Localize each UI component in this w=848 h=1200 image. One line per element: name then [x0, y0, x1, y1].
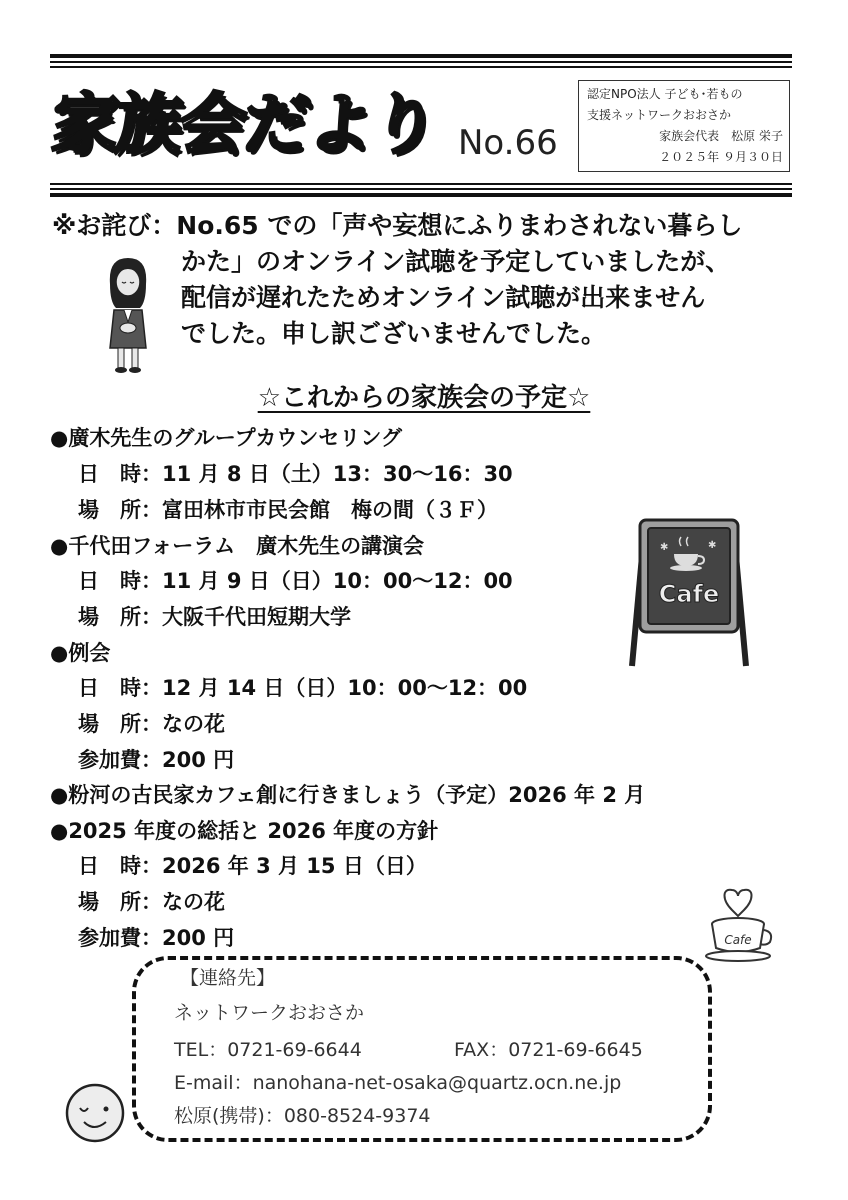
schedule-heading: [0, 382, 848, 414]
schedule-heading-text: ☆これからの家族会の予定☆: [257, 383, 591, 413]
bottom-rule-thin-2: [50, 188, 792, 190]
apology-line-2: かた」のオンライン試聴を予定していましたが、: [181, 247, 731, 276]
organization-box: [578, 80, 790, 172]
org-line-2: 支援ネットワークおおさか: [587, 108, 732, 122]
event-1-place: 場 所：富田林市市民会館 梅の間（３Ｆ）: [78, 498, 498, 522]
svg-text:✱: ✱: [660, 542, 669, 553]
bottom-rule-thick: [50, 193, 792, 197]
contact-name: ネットワークおおさか: [174, 1002, 365, 1024]
event-3-place: 場 所：なの花: [78, 712, 225, 736]
event-3-fee: 参加費：200 円: [78, 748, 235, 772]
event-1-datetime: 日 時：11 月 8 日（土）13：30～16：30: [78, 462, 513, 486]
issue-date: ２０２５年 ９月３０日: [659, 150, 783, 164]
event-5-fee: 参加費：200 円: [78, 926, 235, 950]
apology-line-4: でした。申し訳ございませんでした。: [181, 319, 607, 348]
contact-heading: 【連絡先】: [180, 967, 276, 989]
bowing-person-illustration: [96, 252, 156, 374]
apology-line-3: 配信が遅れたためオンライン試聴が出来ません: [181, 283, 706, 312]
contact-fax: FAX：0721-69-6645: [454, 1039, 643, 1061]
smiley-face-icon: [64, 1082, 126, 1144]
event-2-title: ●千代田フォーラム 廣木先生の講演会: [50, 534, 425, 558]
event-4-title: ●粉河の古民家カフェ創に行きましょう（予定）2026 年 2 月: [50, 783, 646, 807]
event-2-datetime: 日 時：11 月 9 日（日）10：00～12：00: [78, 569, 513, 593]
event-1-title: ●廣木先生のグループカウンセリング: [50, 426, 403, 450]
cafe-sign-illustration: [626, 514, 752, 668]
event-3-datetime: 日 時：12 月 14 日（日）10：00～12：00: [78, 676, 528, 700]
cup-text: Cafe: [724, 933, 752, 947]
issue-number: No.66: [458, 123, 558, 163]
org-line-1: 認定NPO法人 子ども･若もの: [587, 87, 743, 101]
contact-mobile: 松原(携帯)：080-8524-9374: [174, 1105, 431, 1127]
event-5-place: 場 所：なの花: [78, 890, 225, 914]
cafe-sign-text: Cafe: [658, 580, 720, 608]
event-2-place: 場 所：大阪千代田短期大学: [78, 605, 351, 629]
apology-line-1: ※お詫び：No.65 での「声や妄想にふりまわされない暮らし: [52, 211, 743, 240]
coffee-cup-illustration: [702, 884, 776, 964]
top-rule-thin-2: [50, 66, 792, 68]
top-rule-thin: [50, 61, 792, 63]
contact-email[interactable]: E-mail：nanohana-net-osaka@quartz.ocn.ne.jp: [174, 1072, 622, 1094]
contact-tel: TEL：0721-69-6644: [174, 1039, 362, 1061]
event-5-title: ●2025 年度の総括と 2026 年度の方針: [50, 819, 439, 843]
event-3-title: ●例会: [50, 641, 111, 665]
event-5-datetime: 日 時：2026 年 3 月 15 日（日）: [78, 854, 427, 878]
apology-notice: [52, 208, 812, 352]
svg-text:✱: ✱: [708, 540, 717, 551]
bottom-rule-thin: [50, 183, 792, 185]
top-rule-thick: [50, 54, 792, 58]
newsletter-title: 家族会だより: [48, 86, 441, 163]
org-representative: 家族会代表 松原 栄子: [659, 129, 783, 143]
